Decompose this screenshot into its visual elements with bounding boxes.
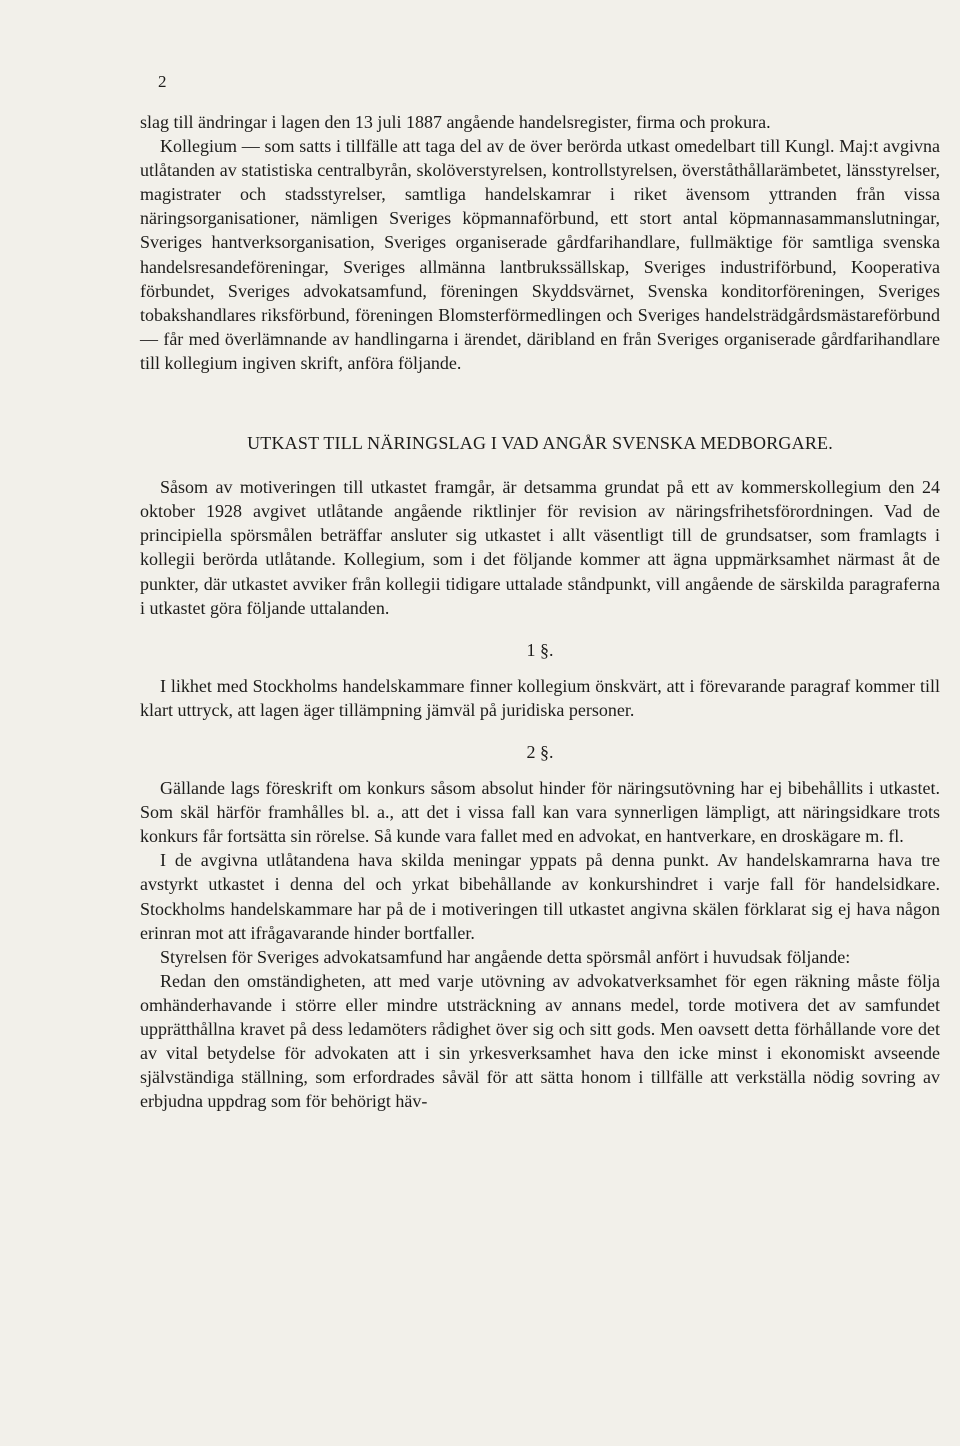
section-heading: UTKAST TILL NÄRINGSLAG I VAD ANGÅR SVENSKA MEDBORGARE. xyxy=(247,433,833,454)
intro-paragraph-1: slag till ändringar i lagen den 13 juli 1887 angående handelsregister, firma och prokura. xyxy=(140,112,771,132)
section-2-paragraph-2: I de avgivna utlåtandena hava skilda meningar yppats på denna punkt. Av handelskamrarna hava tre avstyrkt utkastet i denna del och yrkat bibehållande av konkurshindret i varje fall för handelsidkare. Stockholms handelskammare har på de i motiveringen till utkastet angivna skälen förklarat sig ej hava någon erinran mot att ifrågavarande hinder bortfaller. xyxy=(140,850,940,943)
page-number: 2 xyxy=(158,72,167,91)
section-1-paragraph-1: I likhet med Stockholms handelskammare finner kollegium önskvärt, att i förevarande paragraf kommer till klart uttryck, att lagen äger tillämpning jämväl på juridiska personer. xyxy=(140,675,940,720)
section-2-paragraph-3: Styrelsen för Sveriges advokatsamfund har angående detta spörsmål anfört i huvudsak följande: xyxy=(160,946,851,967)
section-2-paragraph-1: Gällande lags föreskrift om konkurs såsom absolut hinder för näringsutövning har ej bibehållits i utkastet. Som skäl härför framhålles bl. a., att det i vissa fall kan vara synnerligen lämpligt, att näringsidkare trots konkurs får fortsätta sin rörelse. Så kunde vara fallet med en advokat, en hantverkare, en droskägare m. fl. xyxy=(140,778,940,847)
section-2-paragraph-4: Redan den omständigheten, att med varje utövning av advokatverksamhet för egen räkning måste följa omhänderhavande i större eller mindre utsträckning av annans medel, torde motivera det av samfundet upprätthållna kravet på dess ledamöters rådighet över sig och sitt gods. Men oavsett detta förhållande vore det av vital betydelse för advokaten att i sin yrkesverksamhet hava den icke minst i ekonomiskt avseende självständiga ställning, som erfordrades såväl för att sätta honom i tillfälle att verkställa nödig sovring av erbjudna uppdrag som för behörigt häv- xyxy=(140,970,940,1112)
intro-paragraph-2: Kollegium — som satts i tillfälle att taga del av de över berörda utkast omedelbart till Kungl. Maj:t avgivna utlåtanden av statistiska centralbyrån, skolöverstyrelsen, kontrollstyrelsen, överståthållarämbetet, länsstyrelser, magistrater och stadsstyrelser, samtliga handelskamrar i riket ävensom yttranden från vissa näringsorganisationer, nämligen Sveriges köpmannaförbund, ett stort antal köpmannasammanslutningar, Sveriges hantverksorganisation, Sveriges organiserade gårdfarihandlare, fullmäktige för samtliga svenska handelsresandeföreningar, Sveriges allmänna lantbrukssällskap, Sveriges industriförbund, Kooperativa förbundet, Sveriges advokatsamfund, föreningen Skyddsvärnet, Svenska konditorföreningen, Sveriges tobakshandlares riksförbund, föreningen Blomsterförmedlingen och Sveriges handelsträdgårdsmästareförbund — får med överlämnande av handlingarna i ärendet, däribland en från Sveriges organiserade gårdfarihandlare till kollegium ingiven skrift, anföra följande. xyxy=(140,136,940,373)
document-body xyxy=(140,110,940,1113)
section-2-mark: 2 §. xyxy=(526,741,554,762)
preamble-paragraph: Såsom av motiveringen till utkastet framgår, är detsamma grundat på ett av kommerskollegium den 24 oktober 1928 avgivet utlåtande angående riktlinjer för revision av näringsfrihetsförordningen. Vad de principiella spörsmålen beträffar ansluter sig utkastet i allt väsentligt till de grundsatser, som framlagts i kollegii berörda utlåtande. Kollegium, som i det följande kommer att ägna uppmärksamhet närmast åt de punkter, där utkastet avviker från kollegii tidigare uttalade ståndpunkt, vill angående de särskilda paragraferna i utkastet göra följande uttalanden. xyxy=(140,477,940,618)
section-1-mark: 1 §. xyxy=(526,639,554,660)
